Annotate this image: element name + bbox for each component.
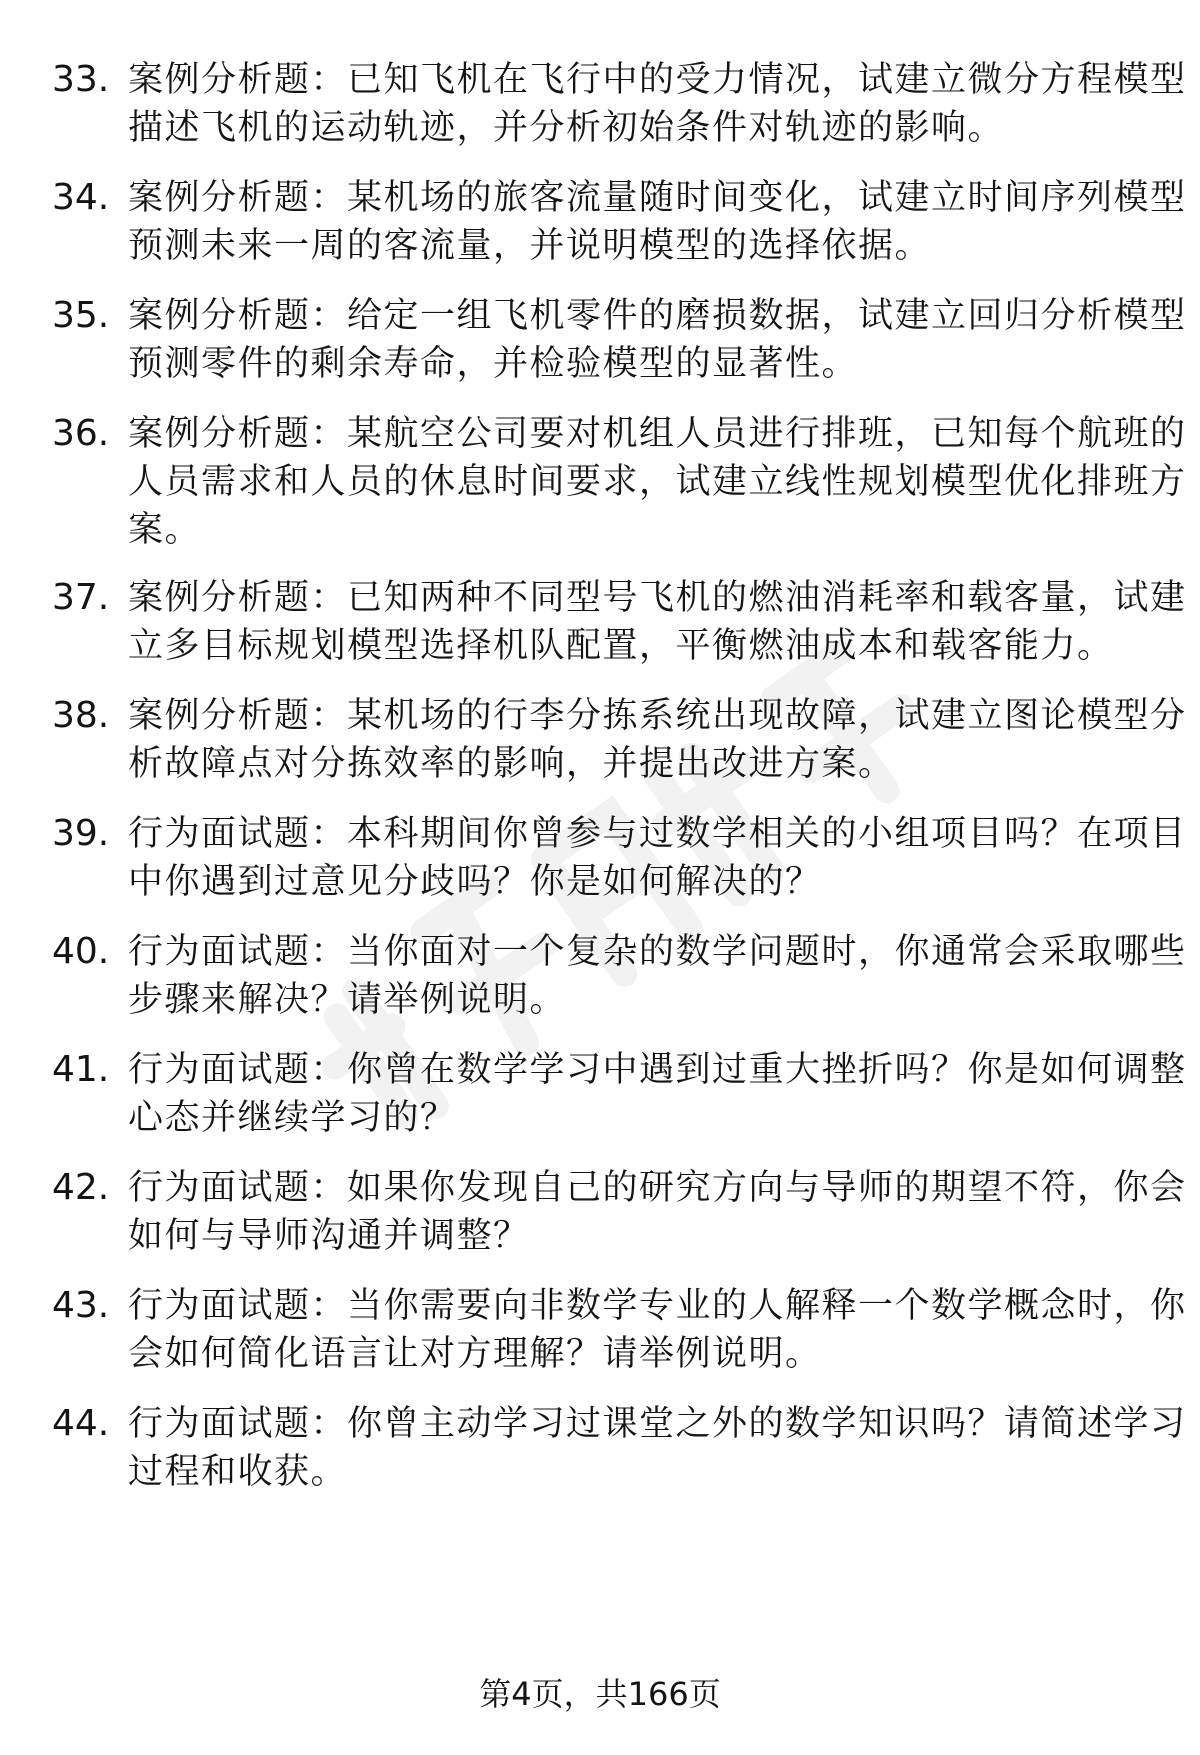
question-number: 37. bbox=[52, 577, 110, 618]
question-number: 33. bbox=[52, 59, 110, 100]
question-text: 案例分析题：某机场的旅客流量随时间变化，试建立时间序列模型预测未来一周的客流量，并说明模型的选择依据。 bbox=[128, 178, 1187, 266]
question-text: 案例分析题：已知飞机在飞行中的受力情况，试建立微分方程模型描述飞机的运动轨迹，并分析初始条件对轨迹的影响。 bbox=[128, 60, 1187, 148]
question-text: 案例分析题：某机场的行李分拣系统出现故障，试建立图论模型分析故障点对分拣效率的影响，并提出改进方案。 bbox=[128, 696, 1187, 784]
question-text: 行为面试题：当你需要向非数学专业的人解释一个数学概念时，你会如何简化语言让对方理解？请举例说明。 bbox=[128, 1286, 1187, 1374]
question-text: 行为面试题：你曾主动学习过课堂之外的数学知识吗？请简述学习过程和收获。 bbox=[128, 1404, 1187, 1492]
question-text: 行为面试题：如果你发现自己的研究方向与导师的期望不符，你会如何与导师沟通并调整？ bbox=[128, 1168, 1187, 1256]
question-text: 行为面试题：当你面对一个复杂的数学问题时，你通常会采取哪些步骤来解决？请举例说明。 bbox=[128, 932, 1187, 1020]
question-number: 43. bbox=[52, 1285, 110, 1326]
question-number: 44. bbox=[52, 1403, 110, 1444]
question-text: 案例分析题：已知两种不同型号飞机的燃油消耗率和载客量，试建立多目标规划模型选择机队配置，平衡燃油成本和载客能力。 bbox=[128, 578, 1187, 666]
question-number: 41. bbox=[52, 1049, 110, 1090]
question-text: 行为面试题：你曾在数学学习中遇到过重大挫折吗？你是如何调整心态并继续学习的？ bbox=[128, 1050, 1187, 1138]
question-number: 39. bbox=[52, 813, 110, 854]
question-number: 36. bbox=[52, 413, 110, 454]
question-text: 案例分析题：给定一组飞机零件的磨损数据，试建立回归分析模型预测零件的剩余寿命，并检验模型的显著性。 bbox=[128, 296, 1187, 384]
question-number: 34. bbox=[52, 177, 110, 218]
question-number: 38. bbox=[52, 695, 110, 736]
question-number: 40. bbox=[52, 931, 110, 972]
question-text: 行为面试题：本科期间你曾参与过数学相关的小组项目吗？在项目中你遇到过意见分歧吗？你是如何解决的？ bbox=[128, 814, 1187, 902]
question-number: 42. bbox=[52, 1167, 110, 1208]
question-number: 35. bbox=[52, 295, 110, 336]
page-number: 第4页，共166页 bbox=[479, 1675, 721, 1713]
question-text: 案例分析题：某航空公司要对机组人员进行排班，已知每个航班的人员需求和人员的休息时间要求，试建立线性规划模型优化排班方案。 bbox=[128, 414, 1187, 550]
